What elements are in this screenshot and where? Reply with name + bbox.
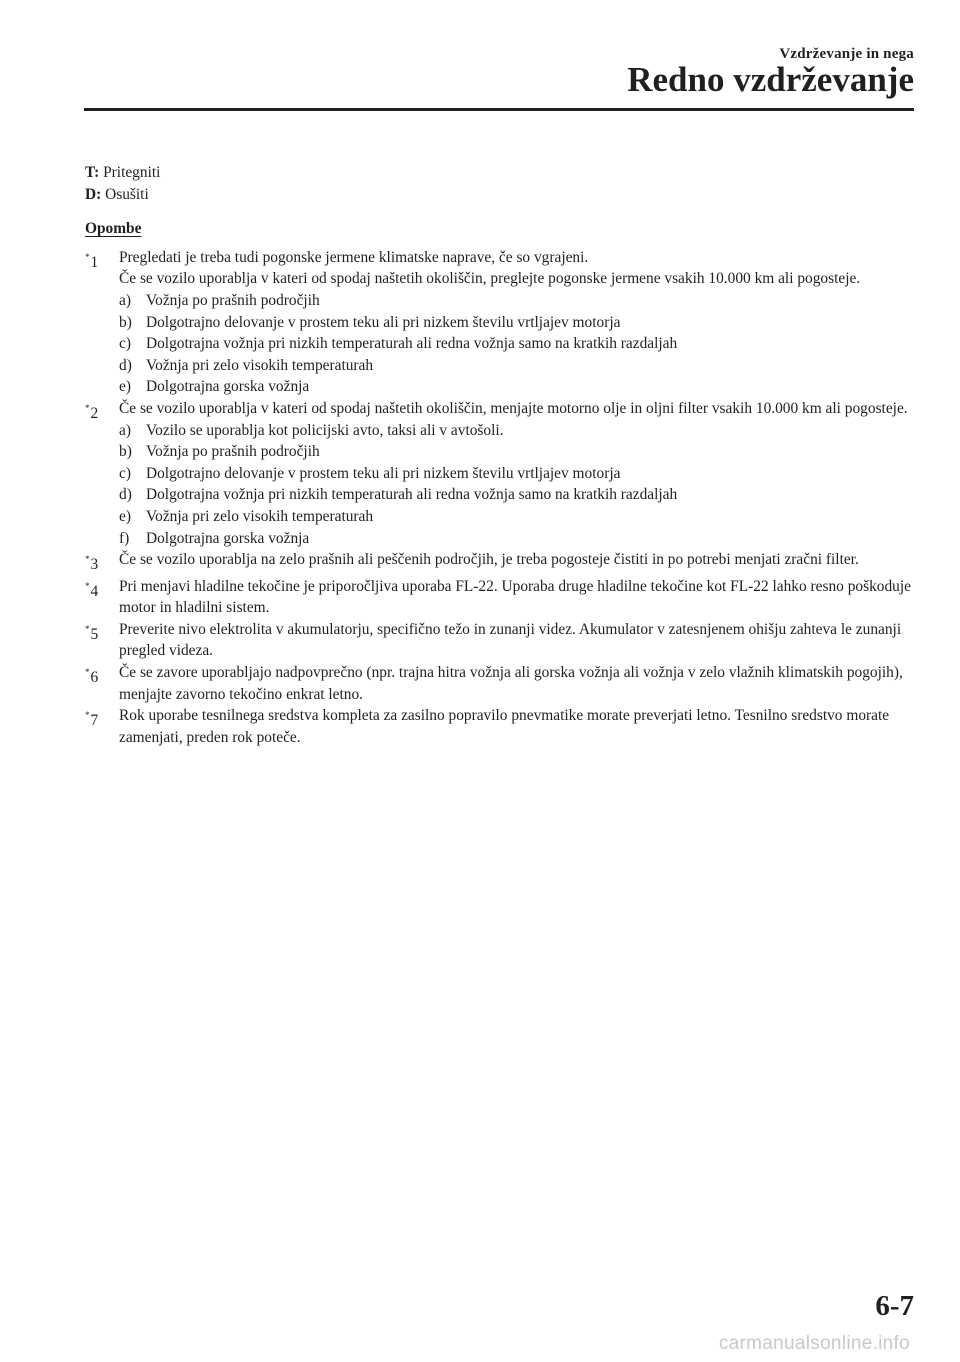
footnote-4 [85, 576, 915, 619]
list-item-letter: d) [119, 356, 132, 374]
list-item-letter: e) [119, 507, 131, 525]
list-item [119, 506, 915, 528]
footnote-1 [85, 247, 915, 398]
footnote-asterisk: * [85, 580, 90, 591]
page-number: 6-7 [875, 1290, 914, 1322]
list-item-text: Dolgotrajna gorska vožnja [146, 378, 310, 396]
legend-item-d [85, 184, 915, 206]
list-item-text: Vožnja po prašnih področjih [146, 443, 320, 461]
footnote-body [119, 619, 915, 662]
list-item-text: Vozilo se uporablja kot policijski avto, taksi ali v avtošoli. [146, 421, 504, 439]
footnote-asterisk: * [85, 623, 90, 634]
list-item-letter: b) [119, 443, 132, 461]
legend-key: T: [85, 164, 100, 181]
footnote-marker [85, 705, 119, 748]
list-item-text: Dolgotrajna vožnja pri nizkih temperaturah ali redna vožnja samo na kratkih razdaljah [146, 486, 678, 504]
footnote-marker [85, 549, 119, 576]
list-item [119, 420, 915, 442]
list-item-letter: e) [119, 378, 131, 396]
footnote-paragraph: Če se zavore uporabljajo nadpovprečno (npr. trajna hitra vožnja ali gorska vožnja ali vožnja v zelo vlažnih klimatskih pogojih), menjajte zavorno tekočino enkrat letno. [119, 664, 903, 703]
list-item-text: Dolgotrajna gorska vožnja [146, 529, 310, 547]
footnote-number: 7 [90, 712, 99, 730]
footnote-2 [85, 398, 915, 549]
list-item [119, 528, 915, 550]
list-item-letter: b) [119, 313, 132, 331]
footnote-number: 1 [90, 253, 99, 271]
footnote-asterisk: * [85, 710, 90, 721]
footnote-paragraph: Preverite nivo elektrolita v akumulatorju, specifično težo in zunanji videz. Akumulator v zatesnjenem ohišju zahteva le zunanji pregled videza. [119, 620, 902, 660]
footnote-body [119, 247, 915, 398]
footnote-marker [85, 576, 119, 619]
footnote-paragraph: Če se vozilo uporablja na zelo prašnih ali peščenih področjih, je treba pogosteje čistiti in po potrebi menjati zračni filter. [119, 551, 859, 569]
page-content [85, 162, 915, 748]
legend-key: D: [85, 185, 102, 203]
watermark: carmanualsonline.info [718, 1333, 910, 1354]
footnote-paragraph: Pregledati je treba tudi pogonske jermene klimatske naprave, če so vgrajeni. [119, 248, 589, 266]
list-item [119, 484, 915, 506]
list-item [119, 290, 915, 312]
footnote-paragraph: Če se vozilo uporablja v kateri od spodaj naštetih okoliščin, menjajte motorno olje in oljni filter vsakih 10.000 km ali pogosteje. [119, 399, 908, 417]
footnote-body [119, 398, 915, 549]
list-item [119, 333, 915, 355]
list-item-text: Dolgotrajno delovanje v prostem teku ali pri nizkem številu vrtljajev motorja [146, 313, 621, 331]
list-item-letter: d) [119, 486, 132, 504]
footnote-marker [85, 619, 119, 662]
footnote-paragraph: Rok uporabe tesnilnega sredstva kompleta za zasilno popravilo pnevmatike morate preverjati letno. Tesnilno sredstvo morate zamenjati, preden rok poteče. [119, 707, 890, 746]
footnote-number: 5 [90, 625, 99, 643]
list-item-text: Vožnja po prašnih področjih [146, 291, 320, 309]
footnote-number: 6 [90, 669, 99, 687]
list-item-text: Dolgotrajno delovanje v prostem teku ali pri nizkem številu vrtljajev motorja [146, 464, 621, 482]
footnote-5 [85, 619, 915, 662]
footnote-marker [85, 662, 119, 705]
list-item [119, 355, 915, 377]
list-item-text: Vožnja pri zelo visokih temperaturah [146, 356, 374, 374]
list-item [119, 441, 915, 463]
footnote-marker [85, 398, 119, 549]
footnote-number: 4 [90, 582, 99, 600]
header-divider [84, 108, 914, 111]
list-item [119, 312, 915, 334]
legend-text: Osušiti [105, 185, 149, 203]
footnote-paragraph: Če se vozilo uporablja v kateri od spodaj naštetih okoliščin, preglejte pogonske jermene vsakih 10.000 km ali pogosteje. [119, 270, 861, 288]
footnote-number: 2 [90, 404, 99, 422]
legend-text: Pritegniti [103, 164, 161, 181]
page-title: Redno vzdrževanje [627, 60, 914, 99]
list-item-letter: a) [119, 421, 131, 439]
footnote-body [119, 662, 915, 705]
list-item [119, 376, 915, 398]
footnote-number: 3 [90, 556, 99, 574]
notes-list [85, 247, 915, 749]
footnote-marker [85, 247, 119, 398]
footnote-asterisk: * [85, 251, 90, 262]
list-item [119, 463, 915, 485]
footnote-asterisk: * [85, 554, 90, 565]
list-item-letter: c) [119, 464, 131, 482]
legend-item-t [85, 162, 915, 184]
footnote-asterisk: * [85, 402, 90, 413]
list-item-text: Vožnja pri zelo visokih temperaturah [146, 507, 374, 525]
list-item-letter: f) [119, 529, 130, 547]
list-item-text: Dolgotrajna vožnja pri nizkih temperaturah ali redna vožnja samo na kratkih razdaljah [146, 335, 678, 353]
notes-heading: Opombe [85, 220, 142, 238]
section-title: Vzdrževanje in nega [779, 46, 914, 62]
footnote-paragraph: Pri menjavi hladilne tekočine je priporočljiva uporaba FL-22. Uporaba druge hladilne tekočine kot FL-22 lahko resno poškoduje motor in hladilni sistem. [119, 577, 911, 617]
list-item-letter: a) [119, 291, 131, 309]
footnote-body [119, 705, 915, 748]
footnote-6 [85, 662, 915, 705]
footnote-body [119, 549, 915, 576]
footnote-asterisk: * [85, 667, 90, 678]
footnote-7 [85, 705, 915, 748]
list-item-letter: c) [119, 335, 131, 353]
footnote-body [119, 576, 915, 619]
footnote-3 [85, 549, 915, 576]
